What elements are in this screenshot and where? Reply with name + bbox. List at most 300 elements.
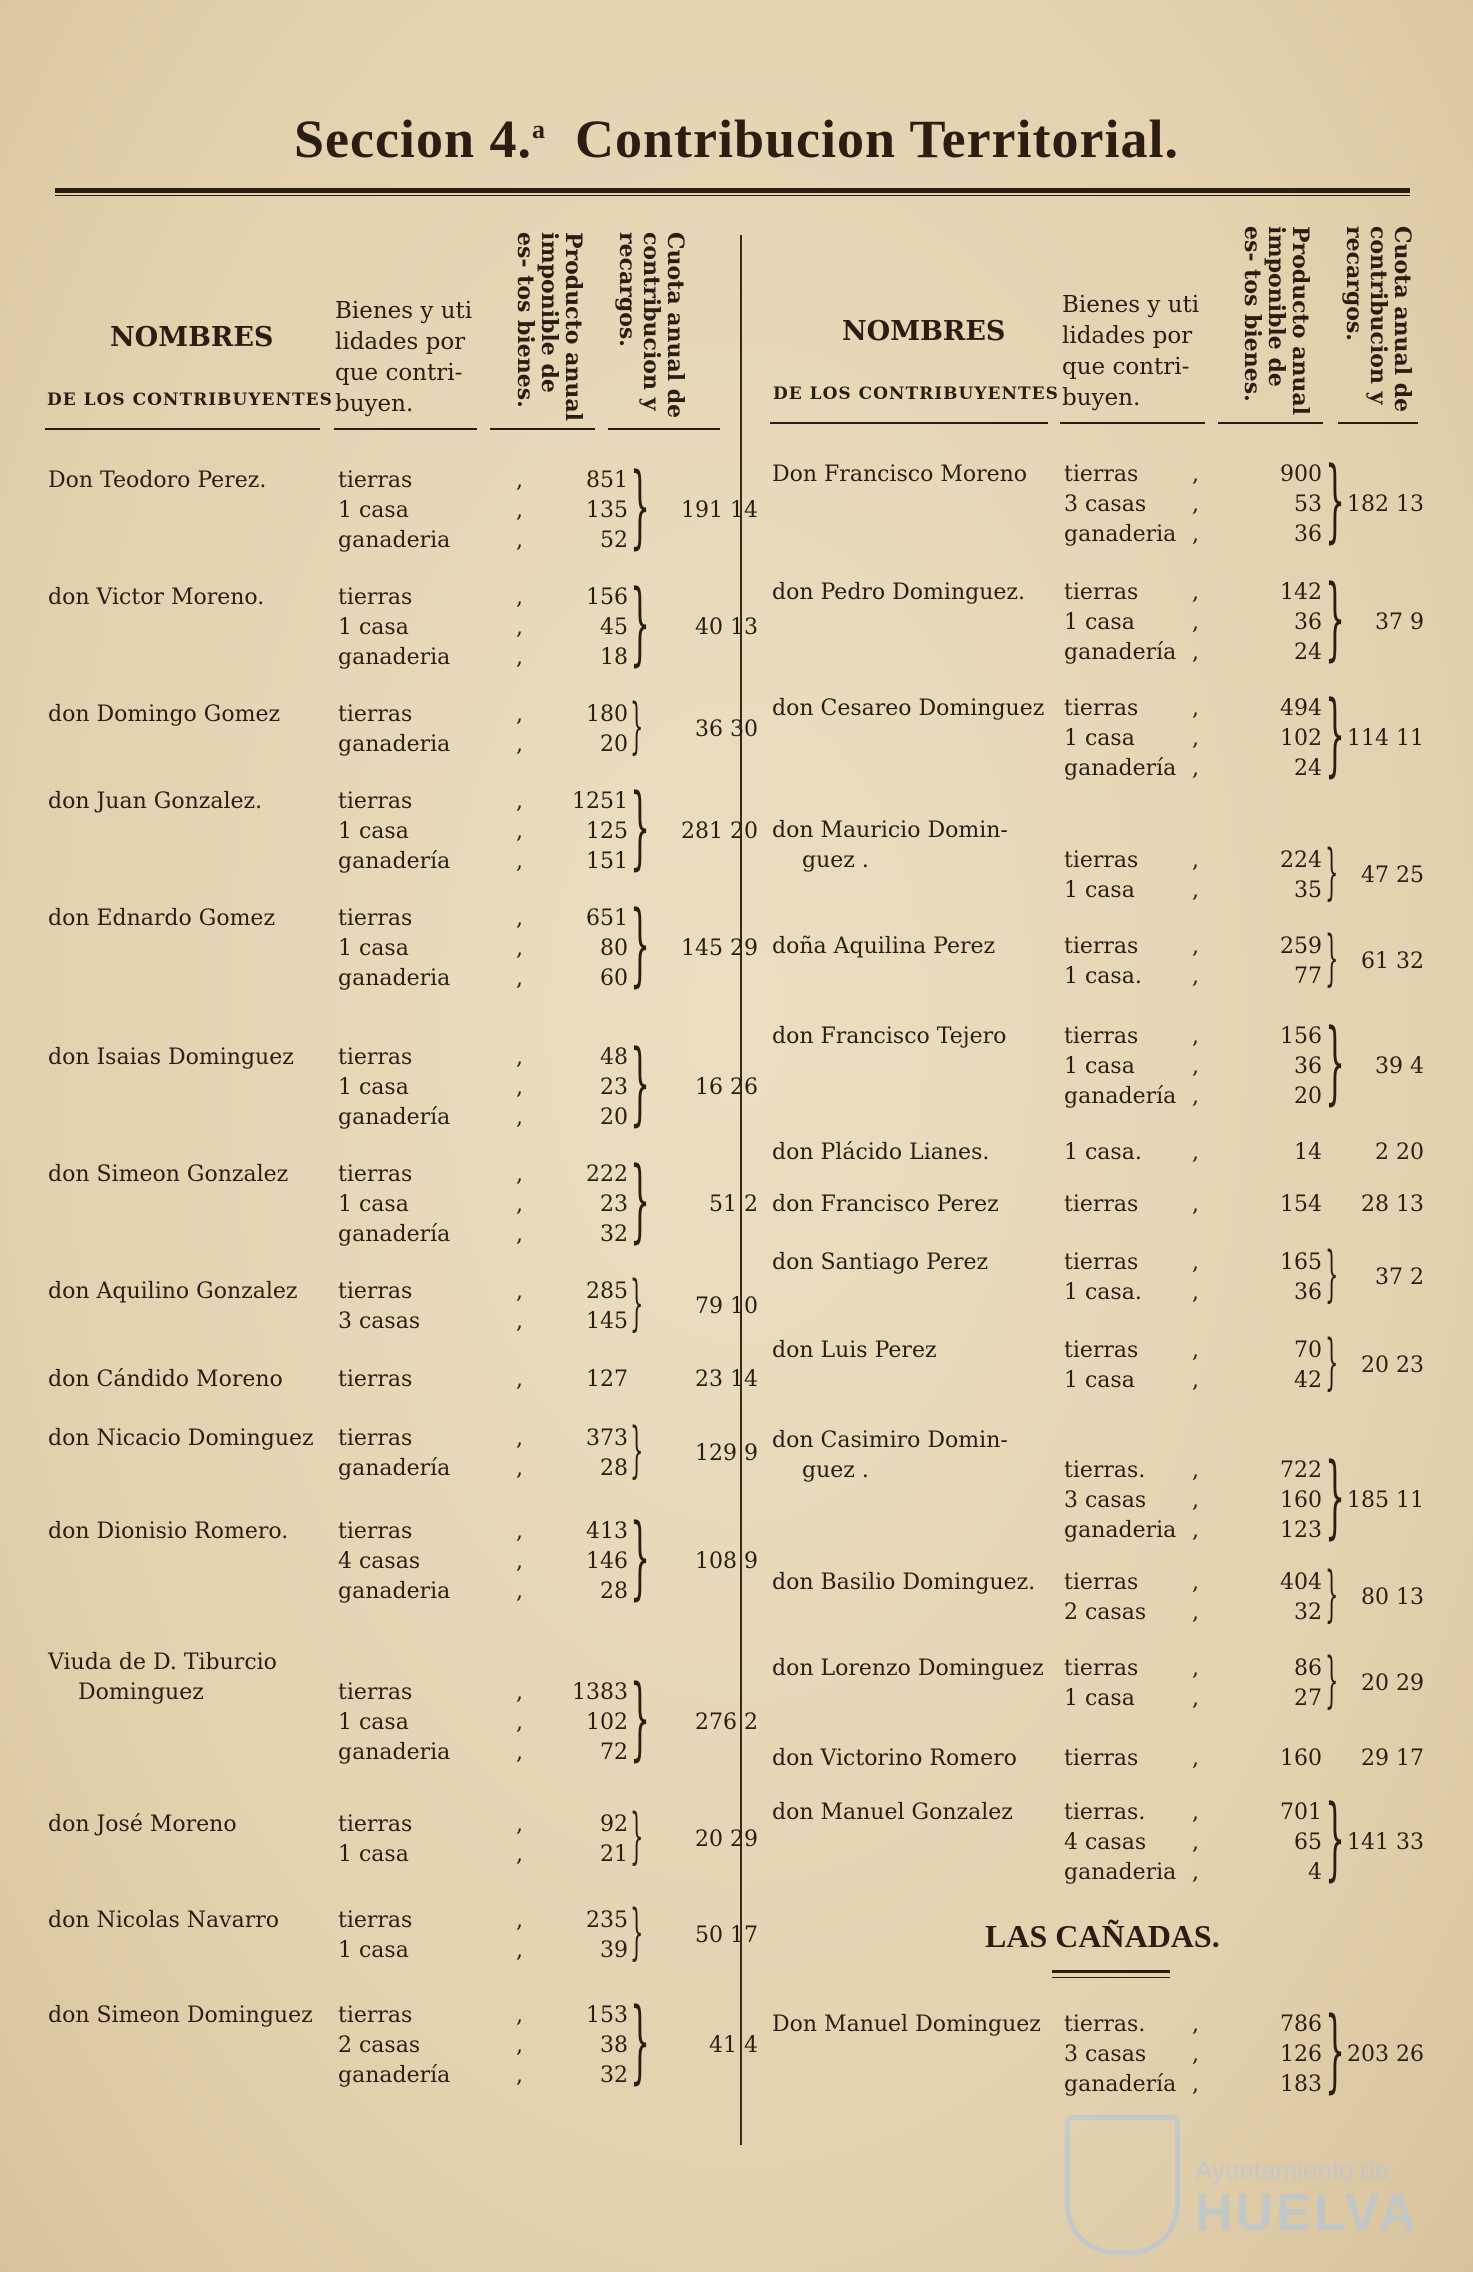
header-rule [770, 422, 1048, 424]
product-value: 146 [586, 1549, 628, 1574]
product-value: 722 [1280, 1458, 1322, 1483]
product-value: 36 [1294, 1054, 1322, 1079]
brace-mark: } [1325, 837, 1339, 907]
tax-quota: 40 13 [695, 615, 758, 640]
property-item: tierras [1064, 1746, 1139, 1771]
leader-mark: , [1192, 2012, 1199, 2037]
tax-quota: 114 11 [1347, 726, 1424, 751]
product-value: 53 [1294, 492, 1322, 517]
contributor-name: don Simeon Dominguez [48, 2003, 313, 2028]
product-value: 494 [1280, 696, 1322, 721]
leader-mark: , [1192, 2072, 1199, 2097]
tax-quota: 37 9 [1375, 610, 1424, 635]
property-item: ganaderia [338, 1579, 451, 1604]
product-value: 36 [1294, 610, 1322, 635]
product-value: 285 [586, 1279, 628, 1304]
leader-mark: , [1192, 726, 1199, 751]
header-producto-right: Producto anual imponible de es- tos bienes. [1239, 226, 1313, 415]
header-contribuyentes-right: DE LOS CONTRIBUYENTES [773, 384, 1059, 404]
product-value: 48 [600, 1045, 628, 1070]
tax-quota: 108 9 [695, 1549, 758, 1574]
property-item: 1 casa [338, 1842, 409, 1867]
property-item: 1 casa [338, 819, 409, 844]
tax-quota: 23 14 [695, 1367, 758, 1392]
product-value: 80 [600, 936, 628, 961]
brace-mark: } [630, 1897, 644, 1967]
section-title-las-canadas: LAS CAÑADAS. [985, 1918, 1220, 1954]
contributor-name: don Victorino Romero [772, 1746, 1017, 1771]
product-value: 235 [586, 1908, 628, 1933]
property-item: 3 casas [338, 1309, 421, 1334]
product-value: 60 [600, 966, 628, 991]
brace-mark: } [1325, 1010, 1346, 1115]
leader-mark: , [1192, 2042, 1199, 2067]
product-value: 4 [1308, 1860, 1322, 1885]
leader-mark: , [1192, 1570, 1199, 1595]
property-item: 1 casa [1064, 878, 1135, 903]
property-item: ganaderia [338, 645, 451, 670]
property-item: tierras [1064, 848, 1139, 873]
leader-mark: , [516, 1710, 523, 1735]
leader-mark: , [516, 1842, 523, 1867]
property-item: tierras. [1064, 2012, 1146, 2037]
property-item: tierras [1064, 462, 1139, 487]
contributor-name: don Santiago Perez [772, 1250, 989, 1275]
property-item: tierras [338, 585, 413, 610]
property-item: tierras [1064, 1656, 1139, 1681]
brace-mark: } [630, 1268, 644, 1338]
tax-quota: 141 33 [1347, 1830, 1424, 1855]
product-value: 86 [1294, 1656, 1322, 1681]
header-producto-left: Producto anual imponible de es- tos bienes. [512, 232, 586, 421]
product-value: 28 [600, 1456, 628, 1481]
product-value: 23 [600, 1075, 628, 1100]
watermark-line2: HUELVA [1195, 2184, 1420, 2242]
brace-mark: } [630, 691, 644, 761]
leader-mark: , [1192, 1458, 1199, 1483]
property-item: tierras [1064, 1192, 1139, 1217]
header-rule [608, 428, 720, 430]
property-item: tierras [338, 789, 413, 814]
tax-quota: 16 26 [695, 1075, 758, 1100]
product-value: 20 [600, 732, 628, 757]
contributor-name: Don Teodoro Perez. [48, 468, 267, 493]
contributor-name: don Nicolas Navarro [48, 1908, 279, 1933]
product-value: 259 [1280, 934, 1322, 959]
leader-mark: , [516, 1075, 523, 1100]
product-value: 35 [1294, 878, 1322, 903]
leader-mark: , [516, 1579, 523, 1604]
product-value: 180 [586, 702, 628, 727]
product-value: 126 [1280, 2042, 1322, 2067]
header-cuota-right: Cuota anual de contribucion y recargos. [1341, 226, 1415, 413]
product-value: 153 [586, 2003, 628, 2028]
header-rule [1338, 422, 1418, 424]
brace-mark: } [1325, 682, 1346, 787]
product-value: 102 [586, 1710, 628, 1735]
tax-quota: 50 17 [695, 1923, 758, 1948]
leader-mark: , [1192, 640, 1199, 665]
leader-mark: , [516, 819, 523, 844]
header-rule [1218, 422, 1323, 424]
leader-mark: , [516, 702, 523, 727]
brace-mark: } [630, 775, 651, 880]
leader-mark: , [1192, 1140, 1199, 1165]
brace-mark: } [630, 1505, 651, 1610]
property-item: tierras. [1064, 1458, 1146, 1483]
leader-mark: , [516, 906, 523, 931]
tax-quota: 20 23 [1361, 1353, 1424, 1378]
contributor-name: Don Manuel Dominguez [772, 2012, 1041, 2037]
leader-mark: , [516, 1426, 523, 1451]
contributor-name: don José Moreno [48, 1812, 237, 1837]
product-value: 24 [1294, 756, 1322, 781]
brace-mark: } [630, 1666, 651, 1771]
leader-mark: , [516, 1740, 523, 1765]
leader-mark: , [1192, 1192, 1199, 1217]
leader-mark: , [1192, 1600, 1199, 1625]
property-item: 1 casa [338, 1938, 409, 1963]
property-item: ganaderia [1064, 1518, 1177, 1543]
product-value: 413 [586, 1519, 628, 1544]
brace-mark: } [630, 571, 651, 676]
leader-mark: , [1192, 1280, 1199, 1305]
header-rule [334, 428, 477, 430]
leader-mark: , [516, 936, 523, 961]
tax-quota: 276 2 [695, 1710, 758, 1735]
property-item: 1 casa [338, 1075, 409, 1100]
leader-mark: , [1192, 1686, 1199, 1711]
leader-mark: , [516, 1680, 523, 1705]
brace-mark: } [1325, 448, 1346, 553]
tax-quota: 28 13 [1361, 1192, 1424, 1217]
property-item: ganaderia [338, 966, 451, 991]
tax-quota: 185 11 [1347, 1488, 1424, 1513]
property-item: ganadería [338, 1222, 451, 1247]
header-rule [1060, 422, 1205, 424]
leader-mark: , [1192, 1024, 1199, 1049]
brace-mark: } [1325, 1327, 1339, 1397]
header-rule [45, 428, 320, 430]
coat-of-arms-icon [1065, 2115, 1180, 2255]
product-value: 165 [1280, 1250, 1322, 1275]
property-item: tierras [1064, 580, 1139, 605]
product-value: 32 [600, 2063, 628, 2088]
product-value: 72 [600, 1740, 628, 1765]
property-item: ganadería [338, 2063, 451, 2088]
contributor-name-continued: guez . [802, 848, 869, 873]
product-value: 160 [1280, 1488, 1322, 1513]
product-value: 156 [1280, 1024, 1322, 1049]
leader-mark: , [516, 1456, 523, 1481]
tax-quota: 37 2 [1375, 1265, 1424, 1290]
contributor-name: Viuda de D. Tiburcio [48, 1650, 277, 1675]
tax-quota: 79 10 [695, 1294, 758, 1319]
leader-mark: , [516, 849, 523, 874]
brace-mark: } [1325, 1559, 1339, 1629]
contributor-name: don Luis Perez [772, 1338, 937, 1363]
property-item: 3 casas [1064, 2042, 1147, 2067]
brace-mark: } [630, 1415, 644, 1485]
leader-mark: , [516, 1938, 523, 1963]
leader-mark: , [516, 468, 523, 493]
product-value: 20 [600, 1105, 628, 1130]
leader-mark: , [516, 1105, 523, 1130]
product-value: 125 [586, 819, 628, 844]
property-item: ganadería [1064, 640, 1177, 665]
leader-mark: , [1192, 1656, 1199, 1681]
property-item: 1 casa [338, 1710, 409, 1735]
contributor-name-continued: guez . [802, 1458, 869, 1483]
property-item: tierras [338, 1426, 413, 1451]
property-item: ganaderia [1064, 522, 1177, 547]
tax-quota: 182 13 [1347, 492, 1424, 517]
leader-mark: , [1192, 580, 1199, 605]
leader-mark: , [516, 645, 523, 670]
leader-mark: , [516, 2063, 523, 2088]
leader-mark: , [1192, 1800, 1199, 1825]
contributor-name: don Aquilino Gonzalez [48, 1279, 298, 1304]
contributor-name-continued: Dominguez [78, 1680, 204, 1705]
property-item: 2 casas [338, 2033, 421, 2058]
leader-mark: , [1192, 462, 1199, 487]
property-item: 1 casa [338, 615, 409, 640]
contributor-name: don Juan Gonzalez. [48, 789, 263, 814]
contributor-name: Don Francisco Moreno [772, 462, 1028, 487]
property-item: 4 casas [338, 1549, 421, 1574]
product-value: 23 [600, 1192, 628, 1217]
product-value: 222 [586, 1162, 628, 1187]
product-value: 651 [586, 906, 628, 931]
product-value: 39 [600, 1938, 628, 1963]
title-rule [55, 188, 1410, 193]
product-value: 183 [1280, 2072, 1322, 2097]
property-item: tierras [1064, 934, 1139, 959]
header-bienes-left: Bienes y uti lidades por que contri- buyen. [335, 298, 473, 417]
product-value: 28 [600, 1579, 628, 1604]
leader-mark: , [516, 2003, 523, 2028]
leader-mark: , [1192, 1250, 1199, 1275]
property-item: tierras [338, 1812, 413, 1837]
property-item: tierras. [1064, 1800, 1146, 1825]
product-value: 77 [1294, 964, 1322, 989]
product-value: 70 [1294, 1338, 1322, 1363]
leader-mark: , [516, 2033, 523, 2058]
product-value: 32 [1294, 1600, 1322, 1625]
leader-mark: , [516, 1309, 523, 1334]
contributor-name: don Mauricio Domin- [772, 818, 1008, 843]
leader-mark: , [516, 1222, 523, 1247]
header-cuota-left: Cuota anual de contribucion y recargos. [614, 232, 688, 419]
contributor-name: don Plácido Lianes. [772, 1140, 990, 1165]
contributor-name: don Manuel Gonzalez [772, 1800, 1013, 1825]
leader-mark: , [516, 1045, 523, 1070]
property-item: tierras [338, 1367, 413, 1392]
leader-mark: , [516, 1519, 523, 1544]
contributor-name: don Basilio Dominguez. [772, 1570, 1036, 1595]
header-contribuyentes-left: DE LOS CONTRIBUYENTES [47, 390, 333, 410]
product-value: 21 [600, 1842, 628, 1867]
tax-quota: 2 20 [1375, 1140, 1424, 1165]
brace-mark: } [630, 454, 651, 559]
contributor-name: don Simeon Gonzalez [48, 1162, 289, 1187]
product-value: 27 [1294, 1686, 1322, 1711]
product-value: 160 [1280, 1746, 1322, 1771]
product-value: 42 [1294, 1368, 1322, 1393]
product-value: 38 [600, 2033, 628, 2058]
leader-mark: , [516, 615, 523, 640]
tax-quota: 41 4 [709, 2033, 758, 2058]
contributor-name: don Victor Moreno. [48, 585, 265, 610]
product-value: 145 [586, 1309, 628, 1334]
contributor-name: don Nicacio Dominguez [48, 1426, 314, 1451]
leader-mark: , [1192, 1518, 1199, 1543]
property-item: tierras [1064, 696, 1139, 721]
leader-mark: , [1192, 1746, 1199, 1771]
product-value: 404 [1280, 1570, 1322, 1595]
property-item: tierras [338, 1519, 413, 1544]
leader-mark: , [1192, 1338, 1199, 1363]
product-value: 92 [600, 1812, 628, 1837]
property-item: 1 casa [338, 1192, 409, 1217]
tax-quota: 51 2 [709, 1192, 758, 1217]
leader-mark: , [1192, 1054, 1199, 1079]
product-value: 156 [586, 585, 628, 610]
property-item: tierras [338, 1680, 413, 1705]
brace-mark: } [630, 1801, 644, 1871]
product-value: 18 [600, 645, 628, 670]
property-item: ganadería [1064, 756, 1177, 781]
tax-quota: 47 25 [1361, 863, 1424, 888]
leader-mark: , [516, 585, 523, 610]
property-item: 1 casa [1064, 726, 1135, 751]
property-item: ganaderia [338, 528, 451, 553]
leader-mark: , [1192, 934, 1199, 959]
leader-mark: , [1192, 1830, 1199, 1855]
leader-mark: , [1192, 492, 1199, 517]
brace-mark: } [1325, 1239, 1339, 1309]
product-value: 14 [1294, 1140, 1322, 1165]
contributor-name: don Cándido Moreno [48, 1367, 283, 1392]
property-item: ganadería [1064, 2072, 1177, 2097]
tax-quota: 61 32 [1361, 949, 1424, 974]
leader-mark: , [516, 1367, 523, 1392]
tax-quota: 129 9 [695, 1441, 758, 1466]
property-item: 1 casa. [1064, 1140, 1142, 1165]
property-item: tierras [338, 1908, 413, 1933]
leader-mark: , [516, 789, 523, 814]
property-item: 4 casas [1064, 1830, 1147, 1855]
property-item: tierras [338, 702, 413, 727]
contributor-name: don Domingo Gomez [48, 702, 281, 727]
product-value: 102 [1280, 726, 1322, 751]
leader-mark: , [1192, 878, 1199, 903]
product-value: 135 [586, 498, 628, 523]
property-item: tierras [338, 1045, 413, 1070]
leader-mark: , [1192, 696, 1199, 721]
leader-mark: , [516, 528, 523, 553]
property-item: tierras [1064, 1024, 1139, 1049]
brace-mark: } [1325, 566, 1346, 671]
contributor-name: don Casimiro Domin- [772, 1428, 1008, 1453]
contributor-name: don Pedro Dominguez. [772, 580, 1025, 605]
product-value: 45 [600, 615, 628, 640]
property-item: 2 casas [1064, 1600, 1147, 1625]
header-rule [490, 428, 595, 430]
product-value: 1383 [572, 1680, 628, 1705]
product-value: 20 [1294, 1084, 1322, 1109]
product-value: 36 [1294, 522, 1322, 547]
product-value: 224 [1280, 848, 1322, 873]
tax-quota: 203 26 [1347, 2042, 1424, 2067]
brace-mark: } [630, 1031, 651, 1136]
contributor-name: don Lorenzo Dominguez [772, 1656, 1044, 1681]
property-item: 3 casas [1064, 1488, 1147, 1513]
leader-mark: , [516, 966, 523, 991]
page-title: Seccion 4.$^a$ Contribucion Territorial. [294, 109, 1179, 169]
brace-mark: } [1325, 923, 1339, 993]
leader-mark: , [1192, 1368, 1199, 1393]
leader-mark: , [516, 1908, 523, 1933]
product-value: 32 [600, 1222, 628, 1247]
leader-mark: , [1192, 1488, 1199, 1513]
header-nombres-left: NOMBRES [110, 322, 274, 353]
tax-quota: 20 29 [1361, 1671, 1424, 1696]
tax-quota: 80 13 [1361, 1585, 1424, 1610]
tax-quota: 191 14 [681, 498, 758, 523]
leader-mark: , [1192, 522, 1199, 547]
contributor-name: don Dionisio Romero. [48, 1519, 289, 1544]
leader-mark: , [516, 1279, 523, 1304]
leader-mark: , [516, 498, 523, 523]
property-item: tierras [1064, 1250, 1139, 1275]
contributor-name: don Ednardo Gomez [48, 906, 276, 931]
product-value: 154 [1280, 1192, 1322, 1217]
tax-quota: 20 29 [695, 1827, 758, 1852]
leader-mark: , [516, 732, 523, 757]
contributor-name: don Cesareo Dominguez [772, 696, 1045, 721]
property-item: tierras [338, 1279, 413, 1304]
property-item: ganaderia [1064, 1860, 1177, 1885]
header-nombres-right: NOMBRES [842, 316, 1006, 347]
leader-mark: , [1192, 964, 1199, 989]
tax-quota: 29 17 [1361, 1746, 1424, 1771]
leader-mark: , [1192, 1084, 1199, 1109]
property-item: 1 casa [1064, 1368, 1135, 1393]
leader-mark: , [516, 1162, 523, 1187]
property-item: 1 casa [1064, 1054, 1135, 1079]
section-rule [1052, 1977, 1170, 1978]
property-item: tierras [338, 1162, 413, 1187]
tax-quota: 281 20 [681, 819, 758, 844]
watermark-line1: Ayuntamiento de [1195, 2155, 1390, 2185]
product-value: 24 [1294, 640, 1322, 665]
contributor-name: doña Aquilina Perez [772, 934, 996, 959]
property-item: ganaderia [338, 1740, 451, 1765]
property-item: ganaderia [338, 732, 451, 757]
product-value: 36 [1294, 1280, 1322, 1305]
contributor-name: don Francisco Perez [772, 1192, 999, 1217]
section-rule [1052, 1970, 1170, 1973]
leader-mark: , [1192, 756, 1199, 781]
property-item: tierras [338, 468, 413, 493]
property-item: tierras [1064, 1338, 1139, 1363]
leader-mark: , [516, 1812, 523, 1837]
product-value: 373 [586, 1426, 628, 1451]
property-item: 1 casa. [1064, 964, 1142, 989]
property-item: 3 casas [1064, 492, 1147, 517]
contributor-name: don Francisco Tejero [772, 1024, 1007, 1049]
